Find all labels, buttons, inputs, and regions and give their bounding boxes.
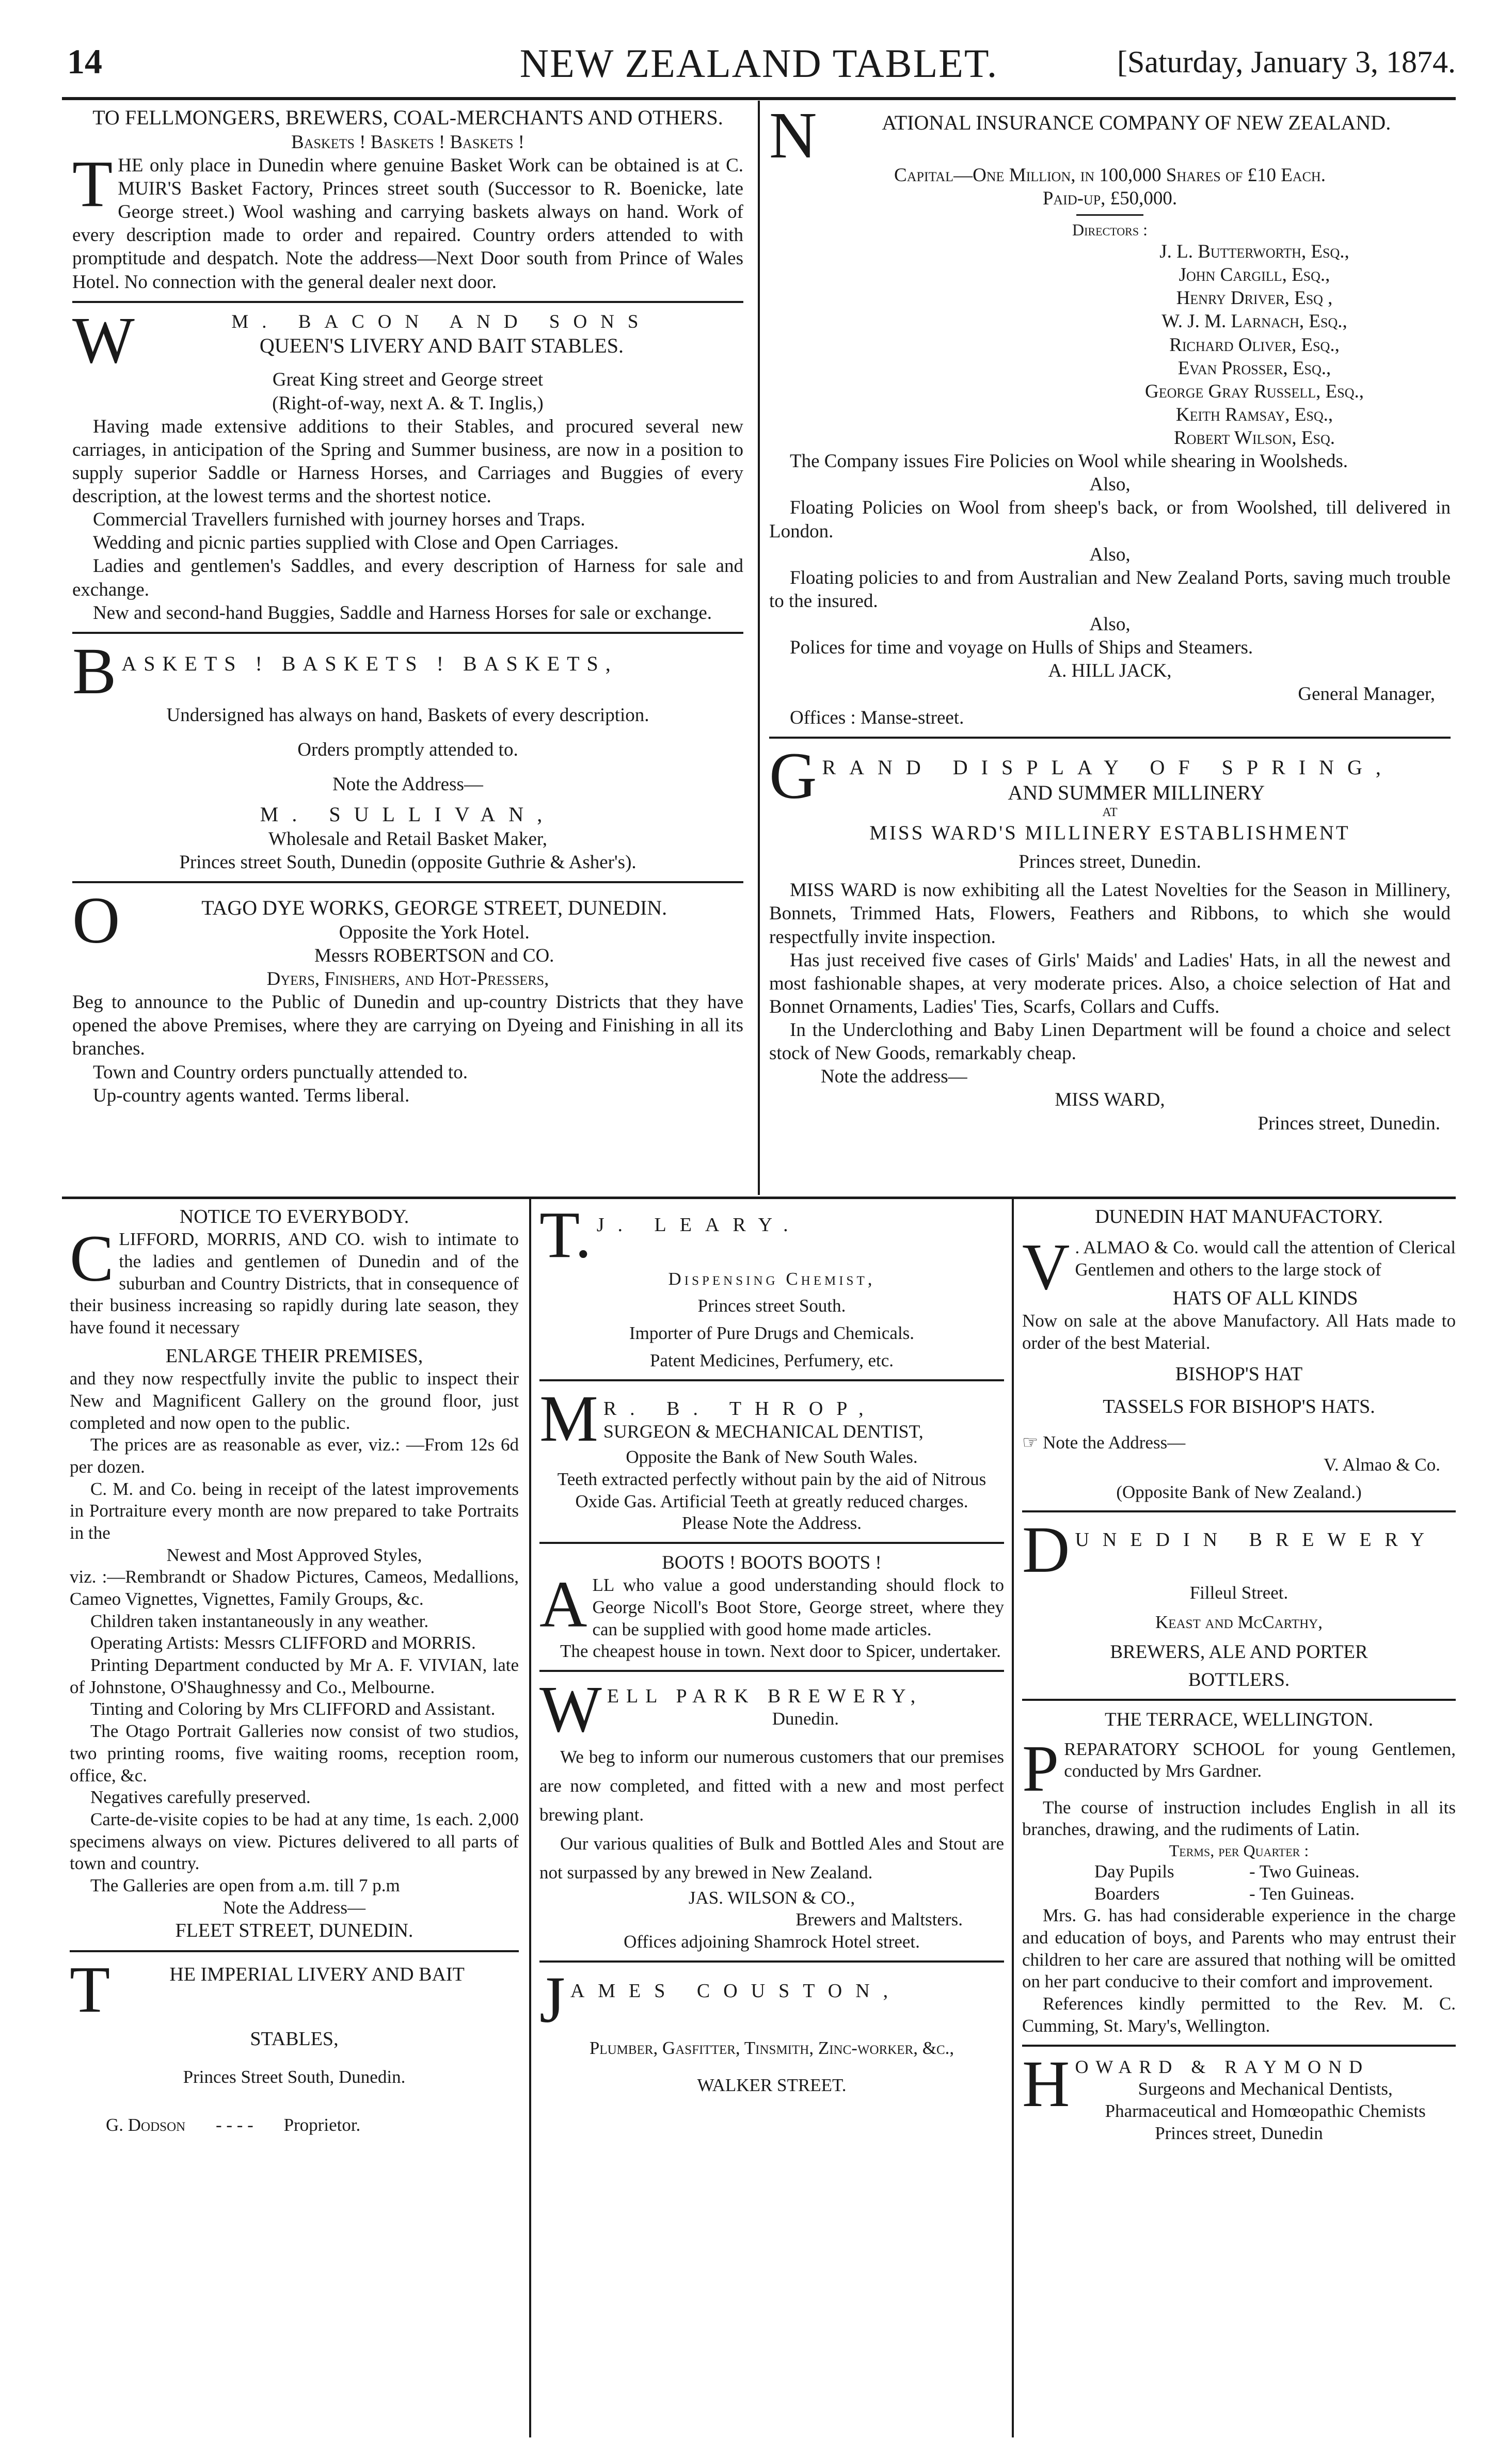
- upper-column-divider: [758, 101, 760, 1195]
- ad-line: Princes street South.: [697, 1296, 846, 1316]
- ad-couston-plumber: [539, 1960, 1004, 2104]
- drop-cap: H: [1022, 2047, 1070, 2121]
- ad-howard-raymond: [1022, 2045, 1456, 2152]
- ad-line: Princes street, Dunedin: [1155, 2123, 1323, 2143]
- ad-paragraph: The Otago Portrait Galleries now consist of two studios, two printing rooms, five waiting rooms, reception room, office, &c.: [70, 1721, 519, 1786]
- ad-grand-display: [769, 737, 1451, 1142]
- ad-paragraph: LL who value a good understanding should flock to George Nicoll's Boot Store, George street, where they can be supplied with good home made articles.: [592, 1575, 1004, 1639]
- director-3: Henry Driver, Esq ,: [1176, 288, 1333, 309]
- ad-paragraph: Floating policies to and from Australian and New Zealand Ports, saving much trouble to the insured.: [769, 567, 1451, 612]
- director-6: Evan Prosser, Esq.,: [1177, 357, 1331, 379]
- ad-signature: V. Almao & Co.: [1324, 1454, 1440, 1475]
- terms-day-label: Day Pupils: [1094, 1861, 1174, 1882]
- ad-terrace-school: [1022, 1699, 1456, 2045]
- ad-body: HE only place in Dunedin where genuine Basket Work can be obtained is at C. MUIR'S Basket Factory, Princes street south (Successor to R. Boenicke, late George street.) Wool washing and carrying baskets always on hand. Work of every description made to order and repaired. Country orders attended to with promptitude and despatch. Note the address—Next Door south from Prince of Wales Hotel. No connection with the general dealer next door.: [72, 154, 743, 293]
- ad-at: AT: [1102, 806, 1118, 820]
- drop-cap: O: [72, 884, 120, 958]
- ad-line: WALKER STREET.: [697, 2075, 847, 2096]
- ad-national-insurance: [769, 103, 1451, 737]
- drop-cap: M: [539, 1381, 598, 1455]
- ad-line: BOTTLERS.: [1188, 1669, 1290, 1691]
- ad-signature: JAS. WILSON & CO.,: [688, 1887, 855, 1908]
- ad-capital: Capital—One Million, in 100,000 Shares of £10 Each.: [894, 164, 1326, 186]
- ad-subtitle: Dunedin.: [772, 1709, 839, 1729]
- ad-line: Great King street and George street: [272, 369, 544, 391]
- ad-imperial-stables: [70, 1950, 519, 2144]
- ad-line: SURGEON & MECHANICAL DENTIST,: [603, 1421, 924, 1442]
- ad-leary-chemist: [539, 1203, 1004, 1379]
- ad-paid-up: Paid-up, £50,000.: [1042, 187, 1177, 209]
- ad-paragraph: Floating Policies on Wool from sheep's back, or from Woolshed, till delivered in London.: [769, 497, 1451, 542]
- ad-paragraph: Children taken instantaneously in any weather.: [90, 1611, 429, 1631]
- drop-cap: T: [70, 1952, 110, 2026]
- ad-paragraph: Printing Department conducted by Mr A. F. VIVIAN, late of Johnstone, O'Shaughnessy and Co., Melbourne.: [70, 1655, 519, 1697]
- ad-clifford-morris: [70, 1203, 519, 1950]
- ad-line: Dyers, Finishers, and Hot-Pressers,: [266, 968, 549, 990]
- ad-line: Patent Medicines, Perfumery, etc.: [649, 1350, 894, 1370]
- ad-address: Princes Street South, Dunedin.: [183, 2066, 406, 2087]
- drop-cap: V: [1022, 1230, 1070, 1304]
- lower-middle-column: [539, 1203, 1004, 2442]
- ad-well-park-brewery: [539, 1670, 1004, 1960]
- proprietor-dots: - - - -: [215, 2114, 253, 2135]
- ad-name: M. SULLIVAN,: [260, 803, 556, 826]
- ad-paragraph: Newest and Most Approved Styles,: [166, 1544, 422, 1565]
- ad-line: Note the Address—: [332, 773, 483, 795]
- ad-paragraph: Beg to announce to the Public of Dunedin and up-country Districts that they have opened the above Premises, where they are carrying on Dyeing and Finishing in all its branches.: [72, 992, 743, 1060]
- director-2: John Cargill, Esq.,: [1179, 264, 1330, 286]
- ad-paragraph: MISS WARD is now exhibiting all the Latest Novelties for the Season in Millinery, Bonnets, Trimmed Hats, Flowers, Feathers and Ribbons, to which she would respectfully invite inspection.: [769, 880, 1451, 948]
- ad-line: Messrs ROBERTSON and CO.: [314, 945, 554, 966]
- ad-line: Princes street South, Dunedin (opposite Guthrie & Asher's).: [179, 851, 636, 873]
- ad-boots: [539, 1542, 1004, 1670]
- ad-heading: HATS OF ALL KINDS: [1172, 1287, 1358, 1309]
- lower-column-divider-1: [529, 1199, 531, 2437]
- ad-title-2: STABLES,: [250, 2028, 339, 2050]
- director-8: Keith Ramsay, Esq.,: [1175, 404, 1333, 425]
- ad-paragraph: REPARATORY SCHOOL for young Gentlemen, conducted by Mrs Gardner.: [1064, 1739, 1456, 1781]
- ad-title: M. BACON AND SONS: [231, 311, 652, 332]
- ad-paragraph: Ladies and gentlemen's Saddles, and every description of Harness for sale and exchange.: [72, 555, 743, 600]
- ad-also: Also,: [1089, 544, 1131, 565]
- ad-title: ASKETS ! BASKETS ! BASKETS,: [121, 651, 618, 675]
- ad-title: DUNEDIN HAT MANUFACTORY.: [1095, 1206, 1383, 1228]
- ad-paragraph: Carte-de-visite copies to be had at any time, 1s each. 2,000 specimens always on view. Pictures delivered to all parts of town and country.: [70, 1809, 519, 1874]
- upper-left-column: [72, 103, 743, 1192]
- ad-establishment: MISS WARD'S MILLINERY ESTABLISHMENT: [869, 821, 1350, 844]
- ad-signature: A. HILL JACK,: [1048, 660, 1172, 682]
- ad-paragraph: We beg to inform our numerous customers that our premises are now completed, and fitted with a new and most perfect brewing plant.: [539, 1746, 1004, 1825]
- ad-also: Also,: [1089, 474, 1131, 496]
- ad-paragraph: Town and Country orders punctually attended to.: [93, 1061, 468, 1083]
- drop-cap: B: [72, 634, 117, 708]
- ad-bacon-stables: [72, 301, 743, 632]
- ad-baskets: [72, 632, 743, 881]
- drop-cap: N: [769, 103, 817, 172]
- ad-title: HE IMPERIAL LIVERY AND BAIT: [169, 1963, 465, 1985]
- ad-address: Princes street, Dunedin.: [1018, 851, 1201, 873]
- ad-terms-label: Terms, per Quarter :: [1169, 1841, 1309, 1860]
- ad-paragraph: New and second-hand Buggies, Saddle and Harness Horses for sale or exchange.: [93, 602, 712, 624]
- ad-line: Orders promptly attended to.: [297, 739, 518, 760]
- ad-paragraph: References kindly permitted to the Rev. M. C. Cumming, St. Mary's, Wellington.: [1022, 1994, 1456, 2036]
- proprietor-name: G. Dodson: [106, 2114, 186, 2135]
- ad-paragraph: Operating Artists: Messrs CLIFFORD and MORRIS.: [90, 1633, 476, 1653]
- ad-paragraph: The Galleries are open from a.m. till 7 p.m: [90, 1875, 400, 1895]
- ad-paragraph: viz. :—Rembrandt or Shadow Pictures, Cameos, Medallions, Cameo Vignettes, Vignettes, Family Groups, &c.: [70, 1567, 519, 1609]
- ad-line: Please Note the Address.: [682, 1513, 862, 1534]
- ad-paragraph: The Company issues Fire Policies on Wool while shearing in Woolsheds.: [790, 451, 1348, 472]
- ad-line: Importer of Pure Drugs and Chemicals.: [629, 1323, 915, 1344]
- ad-title: NOTICE TO EVERYBODY.: [179, 1206, 409, 1228]
- ad-title: ATIONAL INSURANCE COMPANY OF NEW ZEALAND.: [882, 111, 1391, 134]
- ad-title: BOOTS ! BOOTS BOOTS !: [662, 1552, 882, 1574]
- ad-line: BREWERS, ALE AND PORTER: [1110, 1641, 1368, 1663]
- lower-column-divider-2: [1012, 1199, 1014, 2437]
- ad-line: Opposite the York Hotel.: [339, 921, 530, 943]
- drop-cap: A: [539, 1568, 587, 1641]
- ad-title: TO FELLMONGERS, BREWERS, COAL-MERCHANTS AND OTHERS.: [92, 106, 723, 129]
- drop-cap: W: [72, 303, 135, 377]
- drop-cap: P: [1022, 1731, 1059, 1805]
- ad-heading: ENLARGE THEIR PREMISES,: [165, 1345, 423, 1367]
- ad-title: RAND DISPLAY OF SPRING,: [822, 755, 1394, 779]
- ad-address: FLEET STREET, DUNEDIN.: [175, 1920, 413, 1942]
- ad-title: THE TERRACE, WELLINGTON.: [1104, 1709, 1373, 1730]
- ad-paragraph: and they now respectfully invite the public to inspect their New and Magnificent Gallery on the ground floor, just completed and now open to the public.: [70, 1368, 519, 1433]
- ad-paragraph: Negatives carefully preserved.: [90, 1787, 311, 1808]
- masthead-rule: [62, 97, 1456, 100]
- ad-heading: BISHOP'S HAT: [1175, 1363, 1303, 1385]
- ad-line: Wholesale and Retail Basket Maker,: [268, 828, 547, 850]
- ad-address: Offices adjoining Shamrock Hotel street.: [624, 1932, 920, 1952]
- ad-note: Note the Address—: [1043, 1432, 1186, 1453]
- proprietor-label: Proprietor.: [283, 2114, 361, 2135]
- director-1: J. L. Butterworth, Esq.,: [1159, 241, 1349, 263]
- ad-signature-address: Princes street, Dunedin.: [1258, 1112, 1440, 1134]
- upper-right-column: [769, 103, 1451, 1192]
- ad-dunedin-brewery: [1022, 1510, 1456, 1698]
- ad-paragraph: Polices for time and voyage on Hulls of Ships and Steamers.: [790, 637, 1253, 659]
- ad-line: Dispensing Chemist,: [668, 1268, 876, 1289]
- ad-paragraph: Up-country agents wanted. Terms liberal.: [93, 1085, 410, 1106]
- ad-heading: TASSELS FOR BISHOP'S HATS.: [1103, 1395, 1375, 1417]
- director-9: Robert Wilson, Esq.: [1174, 427, 1335, 449]
- ad-otago-dye: [72, 881, 743, 1114]
- ad-paragraph: C. M. and Co. being in receipt of the latest improvements in Portraiture every month are now prepared to take Portraits in the: [70, 1478, 519, 1543]
- ad-title: TAGO DYE WORKS, GEORGE STREET, DUNEDIN.: [201, 896, 667, 920]
- ad-hat-manufactory: [1022, 1203, 1456, 1510]
- ad-paragraph: Now on sale at the above Manufactory. All Hats made to order of the best Material.: [1022, 1311, 1456, 1353]
- drop-cap: T.: [539, 1203, 592, 1271]
- ad-paragraph: Having made extensive additions to their Stables, and procured several new carriages, in anticipation of the Spring and Summer business, are now in a position to supply superior Saddle or Harness Horses, and Carriages and Buggies of every description, at the lowest terms and the shortest notice.: [72, 416, 743, 507]
- ad-title: OWARD & RAYMOND: [1075, 2056, 1370, 2077]
- director-5: Richard Oliver, Esq.,: [1169, 334, 1340, 356]
- ad-paragraph: The prices are as reasonable as ever, viz.: —From 12s 6d per dozen.: [70, 1434, 519, 1477]
- drop-cap: J: [539, 1963, 565, 2036]
- ad-offices: Offices : Manse-street.: [790, 707, 964, 728]
- ad-address: (Opposite Bank of New Zealand.): [1116, 1481, 1362, 1502]
- section-rule: [62, 1197, 1456, 1199]
- drop-cap: D: [1022, 1513, 1070, 1587]
- directors-label: Directors :: [1072, 220, 1148, 240]
- drop-cap: T: [72, 147, 113, 220]
- page-number: 14: [67, 42, 102, 81]
- ad-paragraph: Has just received five cases of Girls' Maids' and Ladies' Hats, in all the newest and most fashionable shapes, at very moderate prices. Also, a choice selection of Hat and Bonnet Ornaments, Ladies' Ties, Scarfs, Collars and Cuffs.: [769, 949, 1451, 1017]
- lower-right-column: [1022, 1203, 1456, 2442]
- ad-subtitle: Baskets ! Baskets ! Baskets !: [291, 131, 524, 153]
- ad-signature-title: Brewers and Maltsters.: [795, 1909, 963, 1930]
- ad-paragraph: The course of instruction includes English in all its branches, drawing, and the rudiments of Latin.: [1022, 1797, 1456, 1840]
- ad-line: Opposite the Bank of New South Wales.: [626, 1447, 918, 1468]
- terms-day-value: - Two Guineas.: [1249, 1861, 1360, 1882]
- ad-paragraph: In the Underclothing and Baby Linen Department will be found a choice and select stock of New Goods, remarkably cheap.: [769, 1019, 1451, 1064]
- issue-date: [Saturday, January 3, 1874.: [1117, 45, 1456, 79]
- ad-line: Filleul Street.: [1189, 1583, 1288, 1603]
- ad-paragraph: . ALMAO & Co. would call the attention of Clerical Gentlemen and others to the large stock of: [1075, 1237, 1456, 1280]
- ad-throp-dentist: [539, 1379, 1004, 1542]
- ad-fellmongers: [72, 103, 743, 301]
- ad-paragraph: Our various qualities of Bulk and Bottled Ales and Stout are not surpassed by any brewed in New Zealand.: [539, 1833, 1004, 1883]
- director-7: George Gray Russell, Esq.,: [1145, 380, 1364, 402]
- ad-line: Pharmaceutical and Homœopathic Chemists: [1105, 2101, 1426, 2122]
- ad-paragraph: Mrs. G. has had considerable experience in the charge and education of boys, and Parents who may entrust their children to her care are assured that nothing will be omitted on her part conducive to their comfort and improvement.: [1022, 1905, 1456, 1992]
- ad-line: Plumber, Gasfitter, Tinsmith, Zinc-worker, &c.,: [589, 2037, 954, 2058]
- ad-signature-title: General Manager,: [1298, 683, 1435, 705]
- ad-line: Teeth extracted perfectly without pain by the aid of Nitrous Oxide Gas. Artificial Teeth at greatly reduced charges.: [557, 1469, 986, 1511]
- ad-line: (Right-of-way, next A. & T. Inglis,): [272, 392, 544, 414]
- ad-note: Note the Address—: [222, 1897, 366, 1918]
- newspaper-title: NEW ZEALAND TABLET.: [519, 41, 998, 86]
- ad-title: AMES COUSTON,: [570, 1980, 902, 2002]
- drop-cap: C: [70, 1222, 114, 1296]
- ad-signature: MISS WARD,: [1055, 1089, 1165, 1111]
- terms-board-label: Boarders: [1094, 1883, 1160, 1904]
- ad-paragraph: LIFFORD, MORRIS, AND CO. wish to intimate to the ladies and gentlemen of Dunedin and of the suburban and Country Districts, that in consequence of their business increasing so rapidly during late season, they have found it necessary: [70, 1229, 519, 1338]
- ad-paragraph: Commercial Travellers furnished with journey horses and Traps.: [93, 509, 585, 531]
- ad-title: UNEDIN BREWERY: [1075, 1529, 1438, 1551]
- ad-title: R. B. THROP,: [603, 1397, 877, 1420]
- ad-also: Also,: [1089, 614, 1131, 635]
- ad-note: Note the address—: [821, 1066, 967, 1088]
- ad-paragraph: The cheapest house in town. Next door to Spicer, undertaker.: [560, 1641, 1001, 1662]
- ad-paragraph: Wedding and picnic parties supplied with Close and Open Carriages.: [93, 532, 619, 554]
- ad-line: Surgeons and Mechanical Dentists,: [1138, 2079, 1393, 2099]
- ad-subtitle: QUEEN'S LIVERY AND BAIT STABLES.: [259, 333, 624, 357]
- lower-left-column: [70, 1203, 519, 2442]
- drop-cap: G: [769, 739, 817, 812]
- terms-board-value: - Ten Guineas.: [1249, 1883, 1355, 1904]
- ad-title: ELL PARK BREWERY,: [607, 1685, 923, 1707]
- director-4: W. J. M. Larnach, Esq.,: [1161, 311, 1347, 332]
- ad-title: J. LEARY.: [596, 1214, 802, 1236]
- ad-line: Undersigned has always on hand, Baskets of every description.: [166, 704, 649, 726]
- drop-cap: W: [539, 1672, 602, 1746]
- ad-subtitle: AND SUMMER MILLINERY: [1008, 780, 1265, 804]
- ad-line: Keast and McCarthy,: [1155, 1612, 1323, 1632]
- masthead: [62, 36, 1456, 93]
- ad-paragraph: Tinting and Coloring by Mrs CLIFFORD and Assistant.: [90, 1699, 496, 1719]
- pointing-hand-icon: ☞: [1022, 1432, 1039, 1453]
